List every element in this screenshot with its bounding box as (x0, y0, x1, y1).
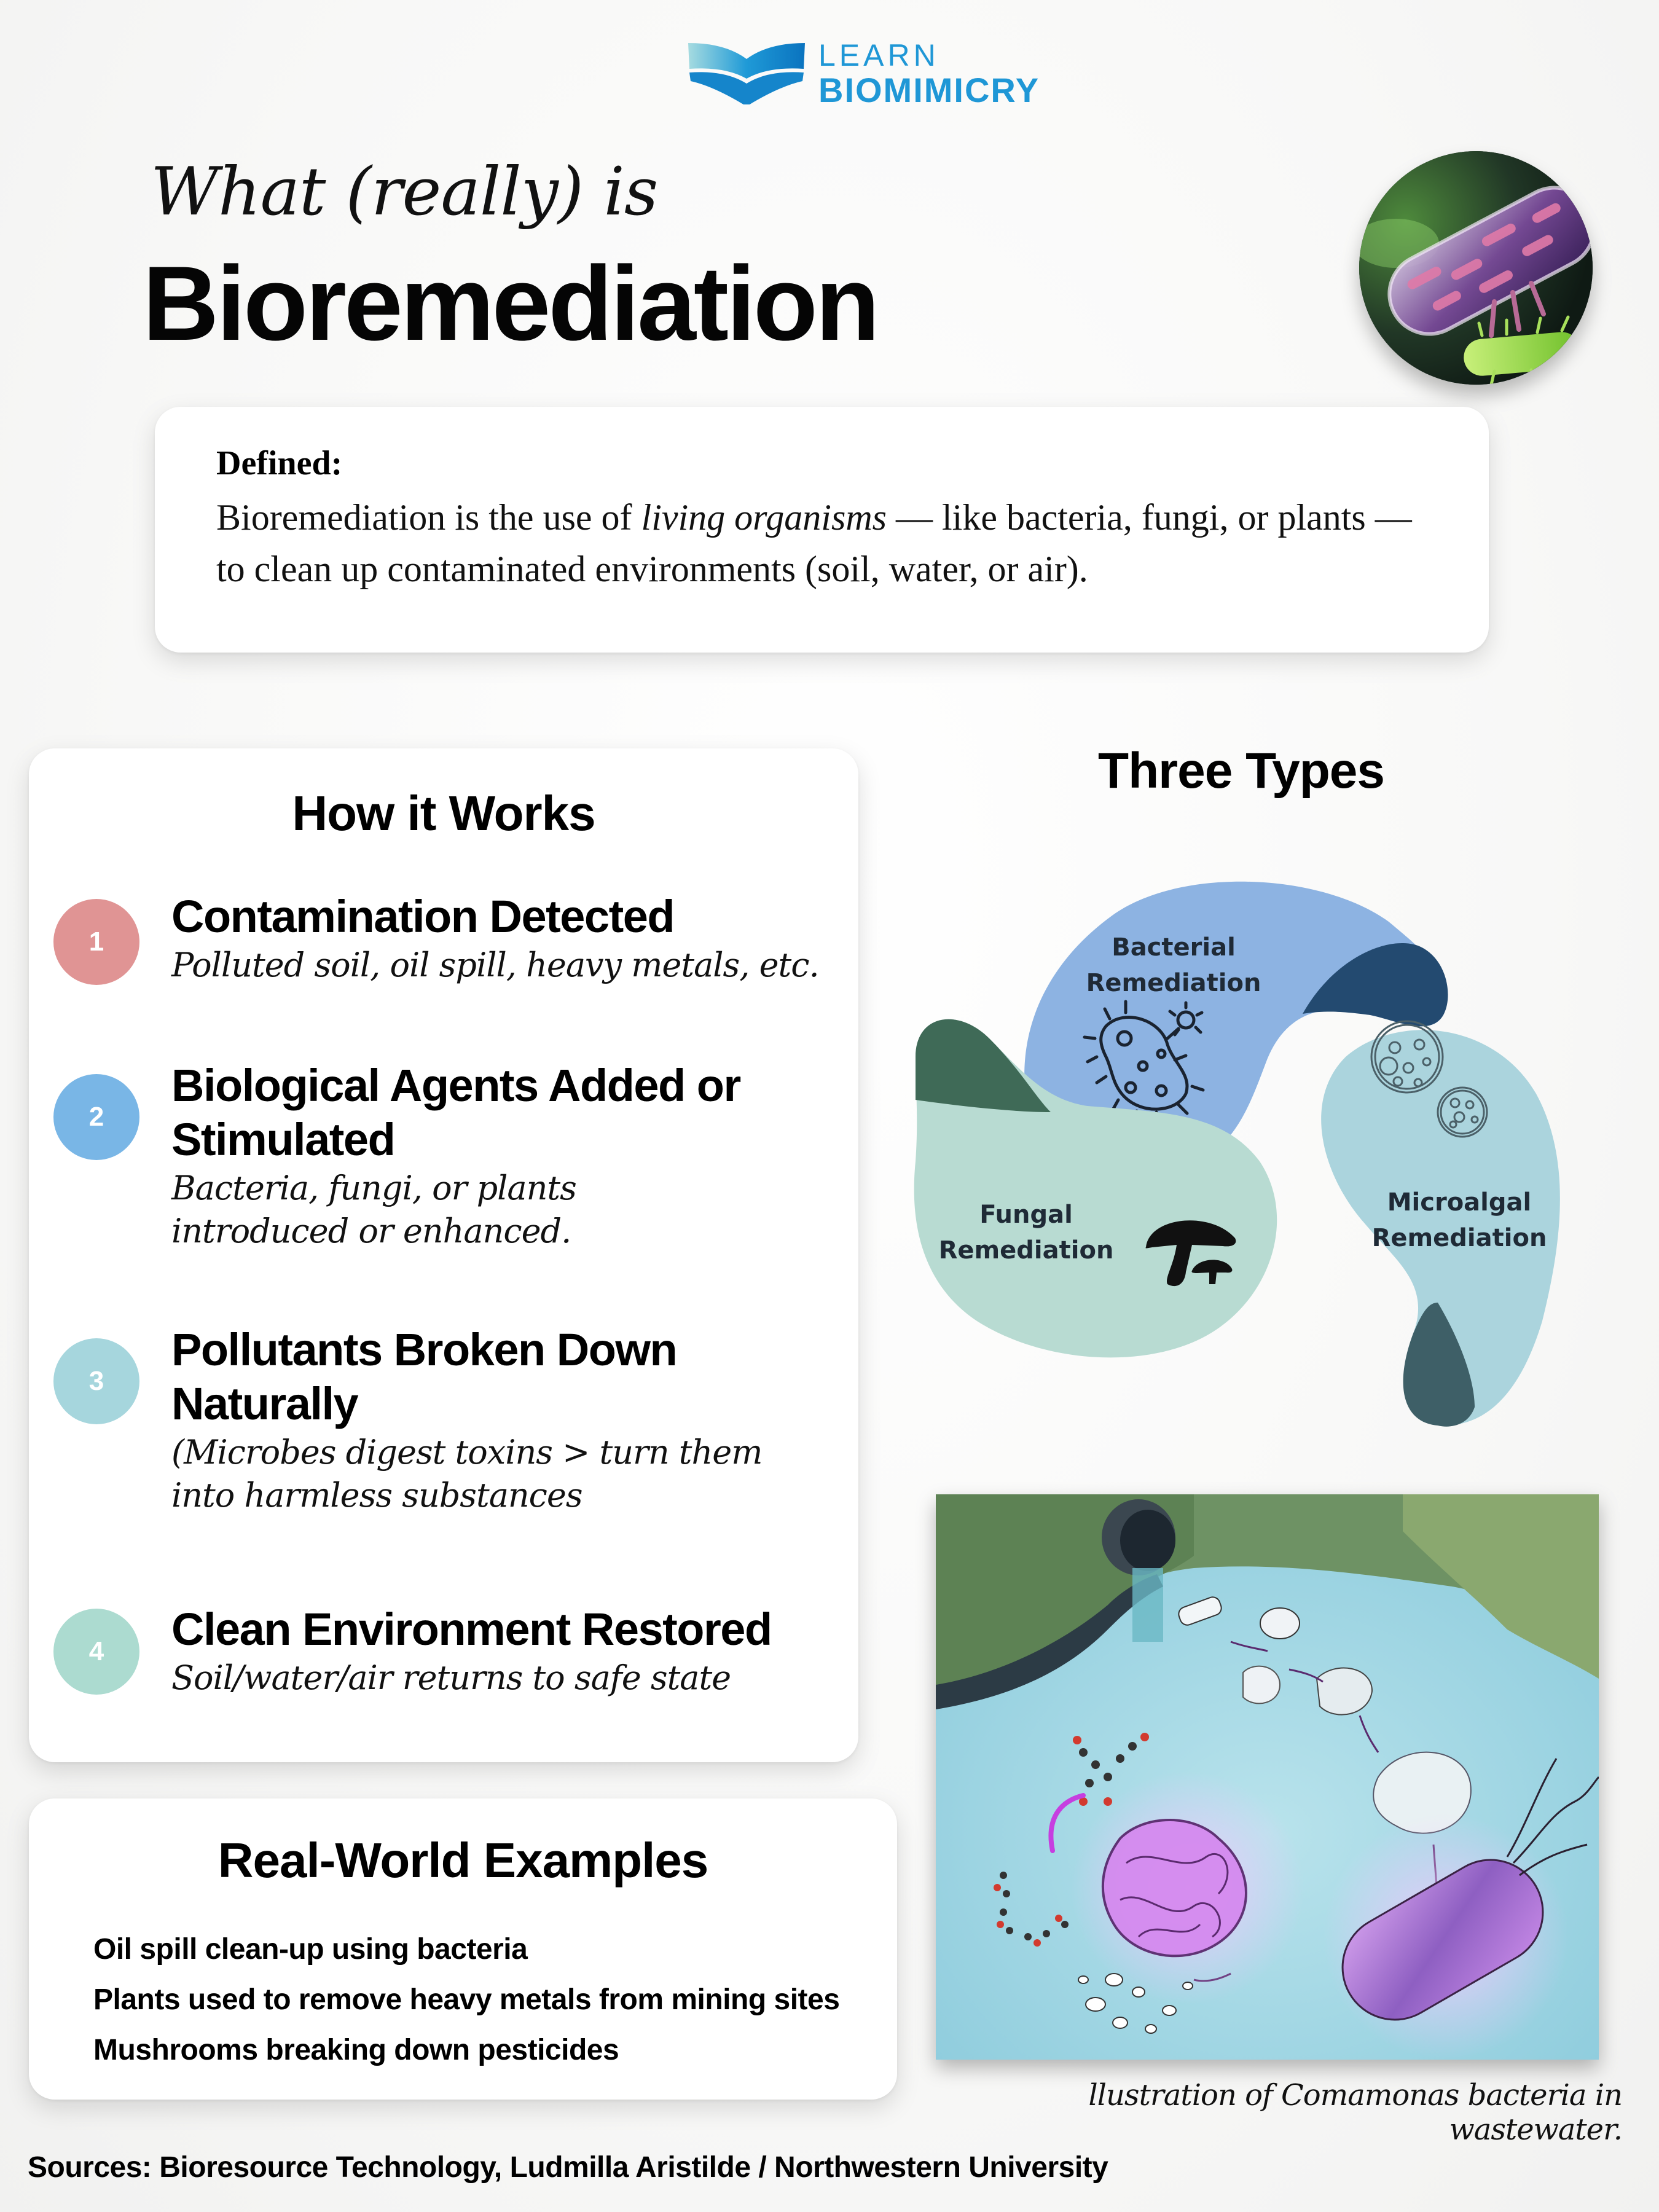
step-number-badge: 1 (53, 899, 139, 985)
page-kicker: What (really) is (151, 154, 658, 230)
definition-text (216, 492, 1445, 595)
definition-text-end: — like bacteria, fungi, or plants — to clean up contaminated environments (soil, water, or air). (216, 497, 1412, 589)
examples-title: Real-World Examples (218, 1833, 708, 1888)
three-types-diagram (903, 854, 1579, 1444)
page-title: Bioremediation (143, 245, 877, 363)
type-label: Bacterial Remediation (1086, 933, 1261, 997)
definition-emphasis: living organisms (641, 497, 887, 538)
sources-footer: Sources: Bioresource Technology, Ludmilla Aristilde / Northwestern University (28, 2151, 1108, 2184)
comamonas-bacteria-illustration (936, 1494, 1599, 2060)
step-description: (Microbes digest toxins > turn them into harmless substances (171, 1433, 763, 1515)
bacteria-hero-image (1359, 151, 1593, 385)
brand-line2: BIOMIMICRY (818, 70, 1040, 109)
definition-text-start: Bioremediation is the use of (216, 497, 641, 538)
definition-card (155, 407, 1489, 653)
brand-wordmark (818, 37, 1040, 109)
real-world-examples-card (29, 1798, 897, 2100)
type-label: Microalgal Remediation (1371, 1188, 1547, 1252)
example-item: Mushrooms breaking down pesticides (93, 2034, 619, 2066)
brand-logo (688, 38, 1057, 109)
three-types-title: Three Types (1098, 743, 1384, 799)
step-title: Clean Environment Restored (171, 1604, 772, 1655)
how-it-works-card (29, 748, 858, 1762)
bacteria-illustration (1359, 151, 1593, 385)
illustration-caption: llustration of Comamonas bacteria in wastewater. (1088, 2078, 1622, 2147)
example-item: Plants used to remove heavy metals from mining sites (93, 1983, 840, 2016)
brand-line1: LEARN (818, 37, 939, 73)
step-description: Soil/water/air returns to safe state (171, 1658, 731, 1697)
step-number-badge: 2 (53, 1074, 139, 1160)
open-book-icon (688, 43, 805, 104)
step-number-badge: 3 (53, 1338, 139, 1424)
examples-list (93, 1924, 839, 2076)
step-number-badge: 4 (53, 1609, 139, 1695)
step-description: Polluted soil, oil spill, heavy metals, etc. (171, 946, 819, 984)
type-label: Fungal Remediation (938, 1201, 1114, 1265)
step-title: Pollutants Broken Down Naturally (171, 1324, 677, 1429)
step-title: Biological Agents Added or Stimulated (171, 1060, 740, 1165)
step-title: Contamination Detected (171, 891, 675, 942)
definition-label: Defined: (216, 444, 343, 482)
example-item: Oil spill clean-up using bacteria (93, 1933, 528, 1966)
type-microalgal (1321, 1021, 1560, 1427)
step-description: Bacteria, fungi, or plants introduced or enhanced. (171, 1169, 576, 1250)
how-it-works-title: How it Works (292, 786, 595, 841)
wastewater-illustration (936, 1494, 1599, 2060)
